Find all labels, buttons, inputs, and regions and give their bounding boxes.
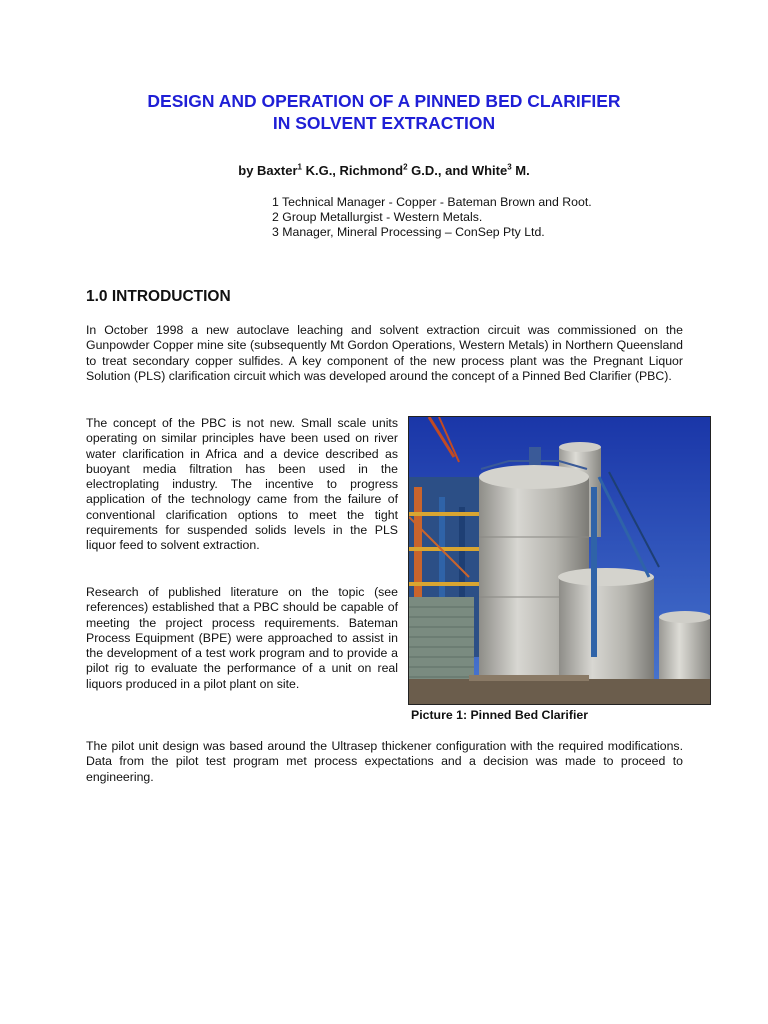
clarifier-photo: [408, 416, 711, 705]
figure-caption: Picture 1: Pinned Bed Clarifier: [411, 708, 588, 722]
affiliations: [272, 195, 592, 240]
author-3-sup: 3: [507, 162, 512, 172]
paper-title: [0, 90, 768, 134]
paragraph-pilot: The pilot unit design was based around the Ultrasep thickener configuration with the required modifications. Data from the pilot test program met process expectations and a decision was made to proceed to engineering.: [86, 739, 683, 784]
paragraph-intro: In October 1998 a new autoclave leaching and solvent extraction circuit was commissioned on the Gunpowder Copper mine site (subsequently Mt Gordon Operations, Western Metals) in Northern Queensland to treat secondary copper sulfides. A key component of the new process plant was the Pregnant Liquor Solution (PLS) clarification circuit which was developed around the concept of a Pinned Bed Clarifier (PBC).: [86, 323, 683, 383]
author-2-sup: 2: [403, 162, 408, 172]
author-2-name: K.G., Richmond: [301, 163, 404, 178]
section-heading: 1.0 INTRODUCTION: [86, 288, 231, 305]
affiliation-3: 3 Manager, Mineral Processing – ConSep Pty Ltd.: [272, 225, 545, 239]
author-1-sup: 1: [297, 162, 302, 172]
affiliation-1: 1 Technical Manager - Copper - Bateman Brown and Root.: [272, 195, 592, 209]
author-3-name: G.D., and White: [407, 163, 508, 178]
author-3-initials: M.: [511, 163, 530, 178]
affiliation-2: 2 Group Metallurgist - Western Metals.: [272, 210, 483, 224]
author-1-name: by Baxter: [238, 163, 298, 178]
paragraph-concept: The concept of the PBC is not new. Small scale units operating on similar principles have been used on river water clarification in Africa and a device described as buoyant media filtration has been used in the electroplating industry. The incentive to progress application of the technology came from the failure of conventional clarification options to meet the tight requirements for suspended solids levels in the PLS liquor feed to solvent extraction.: [86, 416, 398, 553]
title-line-1: DESIGN AND OPERATION OF A PINNED BED CLARIFIER: [147, 91, 621, 111]
title-line-2: IN SOLVENT EXTRACTION: [272, 113, 496, 133]
paragraph-research: Research of published literature on the topic (see references) established that a PBC should be capable of meeting the project process requirements. Bateman Process Equipment (BPE) were approached to assist in the development of a test work program and to provide a pilot rig to evaluate the performance of a unit on real liquors produced in a pilot plant on site.: [86, 585, 398, 691]
author-line: [0, 163, 768, 178]
clarifier-photo-illustration: [409, 417, 710, 704]
